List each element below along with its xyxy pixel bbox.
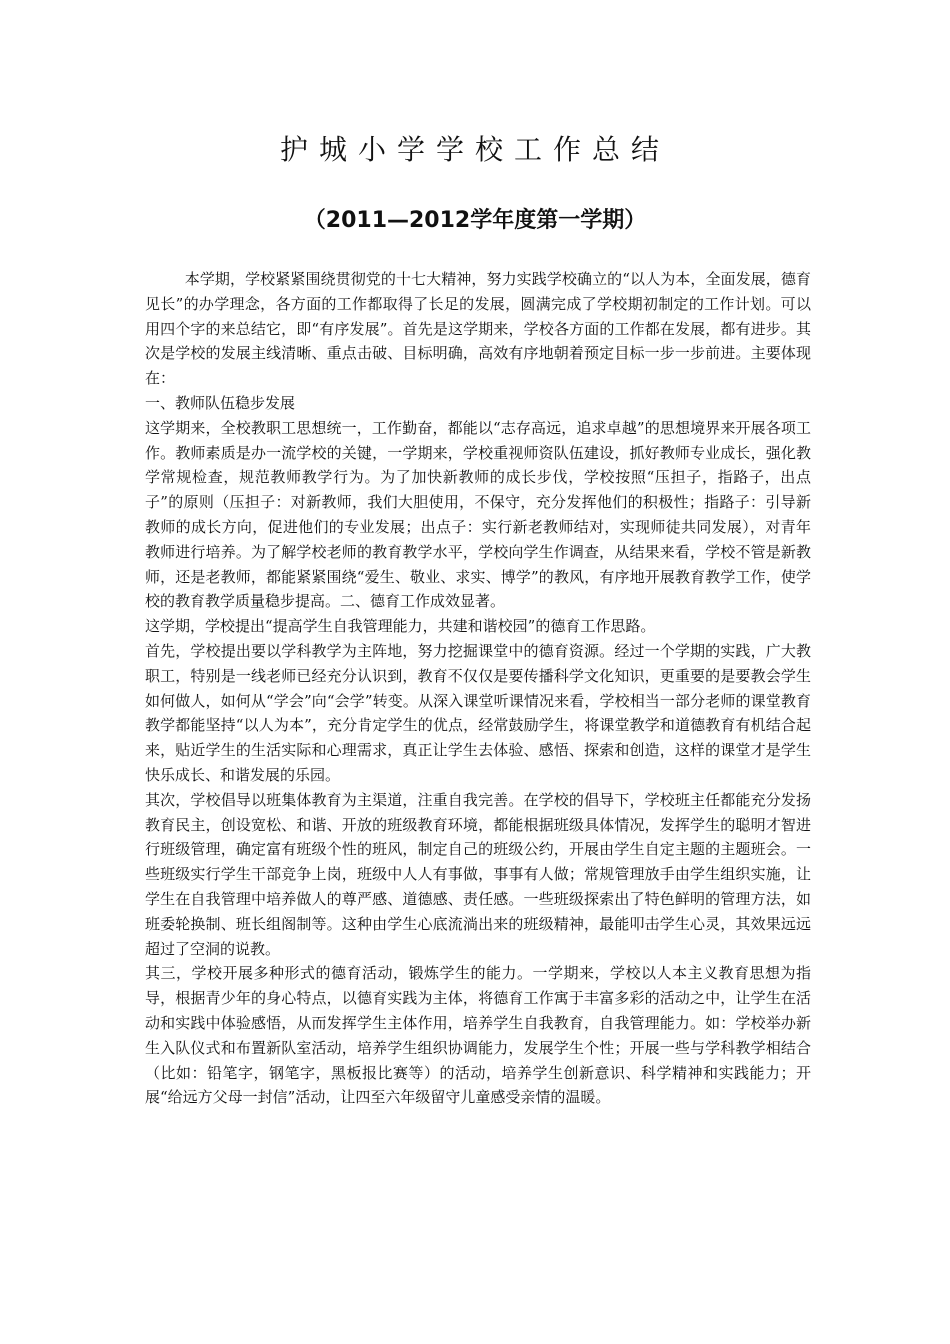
paragraph-third-point: 其三，学校开展多种形式的德育活动，锻炼学生的能力。一学期来，学校以人本主义教育思想为指导，根据青少年的身心特点，以德育实践为主体，将德育工作寓于丰富多彩的活动之中，让学生在活动和实践中体验感悟，从而发挥学生主体作用，培养学生自我教育，自我管理能力。如：学校举办新生入队仪式和布置新队室活动，培养学生组织协调能力，发展学生个性；开展一些与学科教学相结合（比如：铅笔字，钢笔字，黑板报比赛等）的活动，培养学生创新意识、科学精神和实践能力；开展“给远方父母一封信”活动，让四至六年级留守儿童感受亲情的温暖。 bbox=[145, 964, 811, 1107]
document-subtitle: （2011—2012学年度第一学期） bbox=[303, 208, 647, 233]
paragraph-teachers: 这学期来，全校教职工思想统一，工作勤奋，都能以“志存高远，追求卓越”的思想境界来开展各项工作。教师素质是办一流学校的关键，一学期来，学校重视师资队伍建设，抓好教师专业成长，强化教学常规检查，规范教师教学行为。为了加快新教师的成长步伐，学校按照“压担子，指路子，出点子”的原则（压担子：对新教师，我们大胆使用，不保守，充分发挥他们的积极性；指路子：引导新教师的成长方向，促进他们的专业发展；出点子：实行新老教师结对，实现师徒共同发展），对青年教师进行培养。为了解学校老师的教育教学水平，学校向学生作调查，从结果来看，学校不管是新教师，还是老教师，都能紧紧围绕“爱生、敬业、求实、博学”的教风，有序地开展教育教学工作，使学校的教育教学质量稳步提高。二、德育工作成效显著。 bbox=[145, 418, 811, 611]
paragraph-second-point: 其次，学校倡导以班集体教育为主渠道，注重自我完善。在学校的倡导下，学校班主任都能充分发扬教育民主，创设宽松、和谐、开放的班级教育环境，都能根据班级具体情况，发挥学生的聪明才智进行班级管理，确定富有班级个性的班风，制定自己的班级公约，开展由学生自定主题的主题班会。一些班级实行学生干部竞争上岗，班级中人人有事做，事事有人做；常规管理放手由学生组织实施，让学生在自我管理中培养做人的尊严感、道德感、责任感。一些班级探索出了特色鲜明的管理方法，如班委轮换制、班长组阁制等。这种由学生心底流淌出来的班级精神，最能叩击学生心灵，其效果远远超过了空洞的说教。 bbox=[145, 790, 811, 958]
paragraph-moral-education-idea: 这学期，学校提出“提高学生自我管理能力，共建和谐校园”的德育工作思路。 bbox=[145, 617, 656, 636]
paragraph-first-point: 首先，学校提出要以学科教学为主阵地，努力挖掘课堂中的德育资源。经过一个学期的实践，广大教职工，特别是一线老师已经充分认识到，教育不仅仅是要传播科学文化知识，更重要的是要教会学生如何做人，如何从“学会”向“会学”转变。从深入课堂听课情况来看，学校相当一部分老师的课堂教育教学都能坚持“以人为本”，充分肯定学生的优点，经常鼓励学生，将课堂教学和道德教育有机结合起来，贴近学生的生活实际和心理需求，真正让学生去体验、感悟、探索和创造，这样的课堂才是学生快乐成长、和谐发展的乐园。 bbox=[145, 641, 811, 784]
paragraph-intro: 本学期，学校紧紧围绕贯彻党的十七大精神，努力实践学校确立的“以人为本，全面发展，德育见长”的办学理念，各方面的工作都取得了长足的发展，圆满完成了学校期初制定的工作计划。可以用四个字的来总结它，即“有序发展”。首先是这学期来，学校各方面的工作都在发展，都有进步。其次是学校的发展主线清晰、重点击破、目标明确，高效有序地朝着预定目标一步一步前进。主要体现在： bbox=[145, 270, 811, 388]
section-heading-teachers: 一、教师队伍稳步发展 bbox=[145, 393, 296, 412]
document-body bbox=[145, 267, 811, 1110]
document-title: 护城小学学校工作总结 bbox=[279, 133, 670, 166]
